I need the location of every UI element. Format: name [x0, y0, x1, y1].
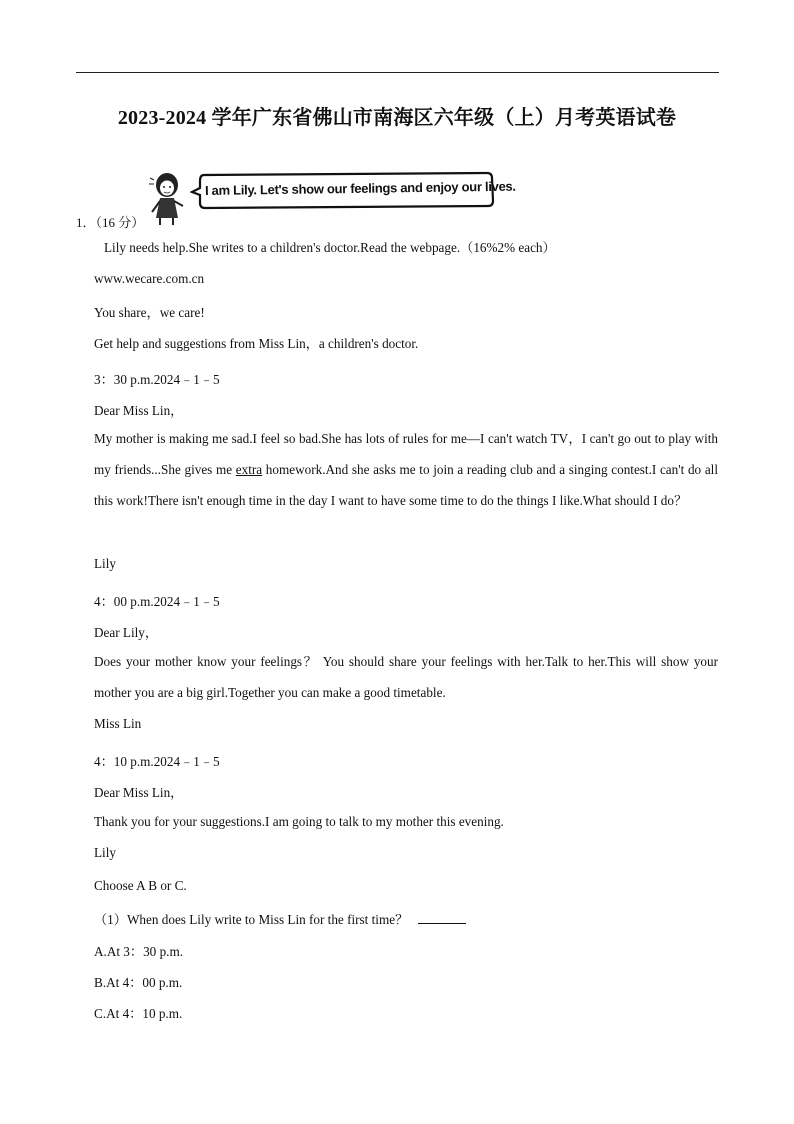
header-rule	[76, 72, 719, 73]
message-3-greeting: Dear Miss Lin，	[94, 785, 184, 800]
message-3-body: Thank you for your suggestions.I am going to talk to my mother this evening.	[94, 814, 504, 829]
question-intro: Lily needs help.She writes to a children's doctor.Read the webpage.（16%2% each）	[104, 240, 556, 255]
underlined-word-extra: extra	[235, 462, 263, 477]
message-3-time: 4：10 p.m.2024﹣1﹣5	[94, 754, 220, 769]
message-3-signature: Lily	[94, 845, 116, 860]
girl-illustration	[146, 168, 192, 226]
site-tagline: Get help and suggestions from Miss Lin，a children's doctor.	[94, 336, 419, 351]
message-1-body	[94, 423, 718, 516]
answer-blank[interactable]	[418, 912, 466, 924]
message-1-signature: Lily	[94, 556, 116, 571]
sub-question-1-stem: （1）When does Lily write to Miss Lin for the first time？	[94, 912, 409, 927]
site-slogan: You share，we care!	[94, 305, 205, 320]
message-1-text-a: My mother is making me sad.I feel so bad.She has lots of rules for me—I can't watch TV，I can't go out to play with my friends...She gives me	[94, 431, 718, 477]
question-number: 1．（16 分）	[76, 215, 145, 230]
page-title: 2023-2024 学年广东省佛山市南海区六年级（上）月考英语试卷	[117, 107, 677, 129]
option-a[interactable]: A.At 3：30 p.m.	[94, 944, 184, 959]
message-2-time: 4：00 p.m.2024﹣1﹣5	[94, 594, 220, 609]
message-2-signature: Miss Lin	[94, 716, 142, 731]
message-2-greeting: Dear Lily，	[94, 625, 159, 640]
instruction: Choose A B or C.	[94, 878, 187, 893]
option-c[interactable]: C.At 4：10 p.m.	[94, 1006, 183, 1021]
message-1-text-b: homework.And she asks me to join a reading club and a singing contest.I can't do all this work!There isn't enough time in the day I want to have some time to do the things I like.What should I do？	[94, 462, 719, 508]
message-2-body: Does your mother know your feelings？ You should share your feelings with her.Talk to her.This will show your mother you are a big girl.Together you can make a good timetable.	[94, 654, 718, 700]
website-url: www.wecare.com.cn	[94, 271, 205, 286]
message-1-time: 3：30 p.m.2024﹣1﹣5	[94, 372, 220, 387]
sub-question-1	[94, 909, 466, 928]
message-1-greeting: Dear Miss Lin，	[94, 403, 184, 418]
option-b[interactable]: B.At 4：00 p.m.	[94, 975, 183, 990]
speech-bubble-text: I am Lily. Let's show our feelings and enjoy our lives.	[204, 178, 516, 198]
